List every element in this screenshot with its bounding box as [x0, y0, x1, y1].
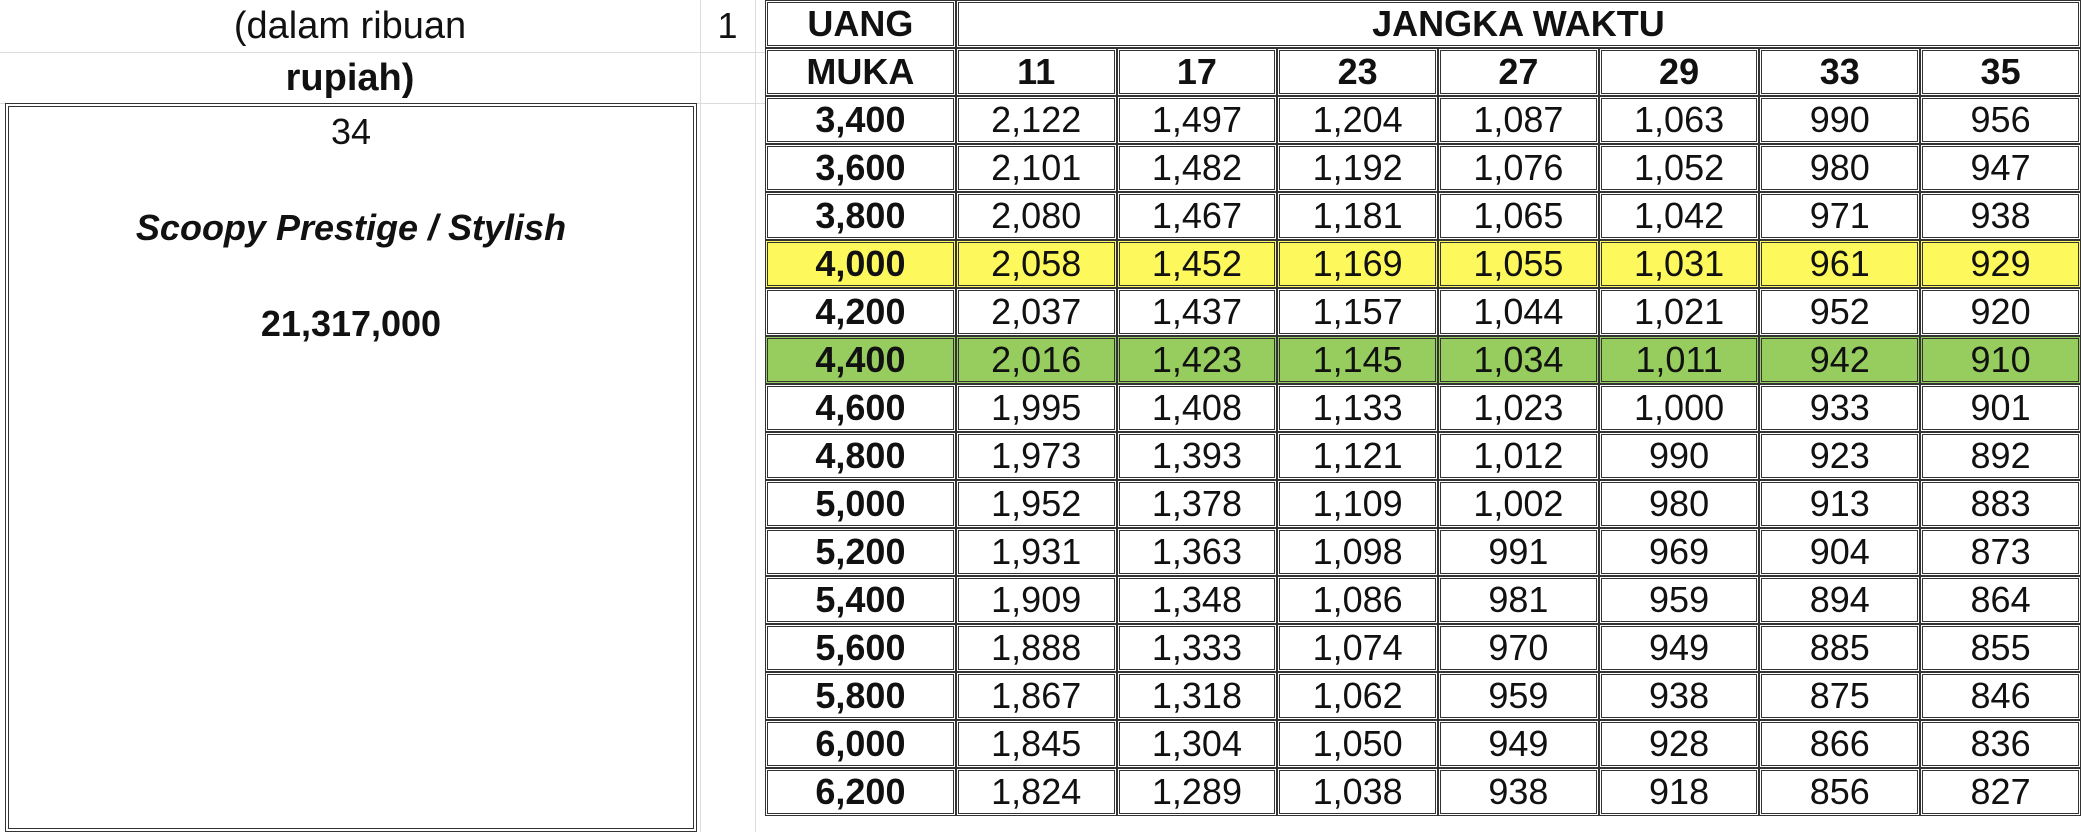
installment-cell[interactable]: 923 [1759, 432, 1920, 480]
term-column-header[interactable]: 35 [1920, 48, 2081, 96]
installment-cell[interactable]: 1,086 [1277, 576, 1438, 624]
table-row [765, 240, 2081, 288]
installment-cell[interactable]: 990 [1599, 432, 1760, 480]
installment-cell[interactable]: 1,021 [1599, 288, 1760, 336]
installment-cell[interactable]: 1,378 [1117, 480, 1278, 528]
installment-cell[interactable]: 1,098 [1277, 528, 1438, 576]
installment-cell[interactable]: 1,031 [1599, 240, 1760, 288]
installment-cell[interactable]: 1,845 [956, 720, 1117, 768]
installment-cell[interactable]: 1,050 [1277, 720, 1438, 768]
table-row [765, 528, 2081, 576]
down-payment-cell[interactable]: 6,200 [765, 768, 956, 816]
table-row [765, 288, 2081, 336]
installment-cell[interactable]: 1,169 [1277, 240, 1438, 288]
table-row [765, 576, 2081, 624]
installment-cell[interactable]: 1,192 [1277, 144, 1438, 192]
down-payment-cell[interactable]: 4,400 [765, 336, 956, 384]
installment-cell[interactable]: 1,034 [1438, 336, 1599, 384]
row-number-cell[interactable]: 1 [717, 5, 738, 46]
installment-cell[interactable]: 928 [1599, 720, 1760, 768]
down-payment-cell[interactable]: 5,000 [765, 480, 956, 528]
installment-cell[interactable]: 856 [1759, 768, 1920, 816]
installment-cell[interactable]: 1,423 [1117, 336, 1278, 384]
installment-cell[interactable]: 846 [1920, 672, 2081, 720]
installment-cell[interactable]: 991 [1438, 528, 1599, 576]
installment-cell[interactable]: 971 [1759, 192, 1920, 240]
installment-cell[interactable]: 1,052 [1599, 144, 1760, 192]
installment-cell[interactable]: 827 [1920, 768, 2081, 816]
installment-cell[interactable]: 1,076 [1438, 144, 1599, 192]
down-payment-cell[interactable]: 4,000 [765, 240, 956, 288]
installment-cell[interactable]: 1,038 [1277, 768, 1438, 816]
installment-cell[interactable]: 1,133 [1277, 384, 1438, 432]
installment-table [765, 0, 2081, 816]
down-payment-cell[interactable]: 3,600 [765, 144, 956, 192]
term-header[interactable]: JANGKA WAKTU [956, 0, 2081, 48]
installment-cell[interactable]: 938 [1599, 672, 1760, 720]
installment-cell[interactable]: 961 [1759, 240, 1920, 288]
grid-line [700, 0, 701, 832]
unit-label-line2[interactable]: rupiah) [285, 56, 415, 99]
installment-cell[interactable]: 1,055 [1438, 240, 1599, 288]
installment-cell[interactable]: 933 [1759, 384, 1920, 432]
installment-cell[interactable]: 947 [1920, 144, 2081, 192]
installment-cell[interactable]: 1,497 [1117, 96, 1278, 144]
installment-cell[interactable]: 1,109 [1277, 480, 1438, 528]
product-name[interactable]: Scoopy Prestige / Stylish [135, 207, 567, 248]
installment-table-wrap [765, 0, 2081, 832]
installment-cell[interactable]: 990 [1759, 96, 1920, 144]
installment-cell[interactable]: 918 [1599, 768, 1760, 816]
table-row [765, 144, 2081, 192]
installment-cell[interactable]: 1,452 [1117, 240, 1278, 288]
installment-cell[interactable]: 980 [1759, 144, 1920, 192]
down-payment-cell[interactable]: 5,200 [765, 528, 956, 576]
table-row [765, 672, 2081, 720]
installment-cell[interactable]: 2,122 [956, 96, 1117, 144]
installment-cell[interactable]: 2,058 [956, 240, 1117, 288]
installment-cell[interactable]: 969 [1599, 528, 1760, 576]
installment-cell[interactable]: 901 [1920, 384, 2081, 432]
installment-cell[interactable]: 1,002 [1438, 480, 1599, 528]
table-row [765, 720, 2081, 768]
installment-cell[interactable]: 1,145 [1277, 336, 1438, 384]
installment-cell[interactable]: 1,824 [956, 768, 1117, 816]
product-count[interactable]: 34 [330, 111, 372, 152]
installment-cell[interactable]: 1,318 [1117, 672, 1278, 720]
installment-cell[interactable]: 1,931 [956, 528, 1117, 576]
term-column-header[interactable]: 17 [1117, 48, 1278, 96]
installment-cell[interactable]: 959 [1438, 672, 1599, 720]
table-row [765, 624, 2081, 672]
installment-cell[interactable]: 864 [1920, 576, 2081, 624]
down-payment-cell[interactable]: 5,800 [765, 672, 956, 720]
installment-cell[interactable]: 836 [1920, 720, 2081, 768]
table-row [765, 384, 2081, 432]
installment-cell[interactable]: 1,157 [1277, 288, 1438, 336]
installment-cell[interactable]: 894 [1759, 576, 1920, 624]
table-row [765, 192, 2081, 240]
header-row-2 [765, 48, 2081, 96]
installment-cell[interactable]: 2,080 [956, 192, 1117, 240]
term-column-header[interactable]: 29 [1599, 48, 1760, 96]
installment-cell[interactable]: 904 [1759, 528, 1920, 576]
installment-cell[interactable]: 1,333 [1117, 624, 1278, 672]
installment-cell[interactable]: 942 [1759, 336, 1920, 384]
installment-cell[interactable]: 1,121 [1277, 432, 1438, 480]
installment-cell[interactable]: 981 [1438, 576, 1599, 624]
down-payment-cell[interactable]: 5,600 [765, 624, 956, 672]
installment-cell[interactable]: 1,467 [1117, 192, 1278, 240]
installment-cell[interactable]: 1,011 [1599, 336, 1760, 384]
table-body [765, 96, 2081, 816]
installment-cell[interactable]: 929 [1920, 240, 2081, 288]
down-payment-cell[interactable]: 4,200 [765, 288, 956, 336]
installment-cell[interactable]: 913 [1759, 480, 1920, 528]
installment-cell[interactable]: 883 [1920, 480, 2081, 528]
installment-cell[interactable]: 952 [1759, 288, 1920, 336]
installment-cell[interactable]: 1,909 [956, 576, 1117, 624]
installment-cell[interactable]: 1,012 [1438, 432, 1599, 480]
installment-cell[interactable]: 866 [1759, 720, 1920, 768]
installment-cell[interactable]: 875 [1759, 672, 1920, 720]
installment-cell[interactable]: 1,289 [1117, 768, 1278, 816]
installment-cell[interactable]: 2,101 [956, 144, 1117, 192]
term-column-header[interactable]: 27 [1438, 48, 1599, 96]
installment-cell[interactable]: 1,348 [1117, 576, 1278, 624]
installment-cell[interactable]: 1,973 [956, 432, 1117, 480]
installment-cell[interactable]: 1,023 [1438, 384, 1599, 432]
down-payment-header-line2[interactable]: MUKA [765, 48, 956, 96]
installment-cell[interactable]: 885 [1759, 624, 1920, 672]
installment-cell[interactable]: 2,037 [956, 288, 1117, 336]
down-payment-cell[interactable]: 4,800 [765, 432, 956, 480]
installment-cell[interactable]: 1,393 [1117, 432, 1278, 480]
installment-cell[interactable]: 1,181 [1277, 192, 1438, 240]
installment-cell[interactable]: 2,016 [956, 336, 1117, 384]
installment-cell[interactable]: 1,074 [1277, 624, 1438, 672]
installment-cell[interactable]: 1,063 [1599, 96, 1760, 144]
table-row [765, 432, 2081, 480]
installment-cell[interactable]: 956 [1920, 96, 2081, 144]
header-row-1 [765, 0, 2081, 48]
installment-cell[interactable]: 892 [1920, 432, 2081, 480]
installment-cell[interactable]: 1,995 [956, 384, 1117, 432]
term-column-header[interactable]: 33 [1759, 48, 1920, 96]
table-row [765, 480, 2081, 528]
down-payment-cell[interactable]: 3,800 [765, 192, 956, 240]
installment-cell[interactable]: 938 [1920, 192, 2081, 240]
down-payment-cell[interactable]: 5,400 [765, 576, 956, 624]
down-payment-cell[interactable]: 3,400 [765, 96, 956, 144]
installment-cell[interactable]: 1,304 [1117, 720, 1278, 768]
installment-cell[interactable]: 949 [1599, 624, 1760, 672]
installment-cell[interactable]: 1,408 [1117, 384, 1278, 432]
term-column-header[interactable]: 11 [956, 48, 1117, 96]
down-payment-cell[interactable]: 6,000 [765, 720, 956, 768]
installment-cell[interactable]: 910 [1920, 336, 2081, 384]
table-row [765, 336, 2081, 384]
product-info-box[interactable] [5, 103, 697, 832]
installment-cell[interactable]: 1,437 [1117, 288, 1278, 336]
installment-cell[interactable]: 1,888 [956, 624, 1117, 672]
installment-cell[interactable]: 920 [1920, 288, 2081, 336]
table-row [765, 768, 2081, 816]
installment-cell[interactable]: 1,204 [1277, 96, 1438, 144]
installment-cell[interactable]: 1,000 [1599, 384, 1760, 432]
product-price[interactable]: 21,317,000 [260, 303, 442, 344]
installment-cell[interactable]: 949 [1438, 720, 1599, 768]
installment-cell[interactable]: 1,065 [1438, 192, 1599, 240]
installment-cell[interactable]: 855 [1920, 624, 2081, 672]
table-row [765, 96, 2081, 144]
installment-cell[interactable]: 1,042 [1599, 192, 1760, 240]
installment-cell[interactable]: 1,867 [956, 672, 1117, 720]
grid-line [755, 0, 756, 832]
installment-cell[interactable]: 1,044 [1438, 288, 1599, 336]
installment-cell[interactable]: 1,482 [1117, 144, 1278, 192]
installment-cell[interactable]: 1,363 [1117, 528, 1278, 576]
term-column-header[interactable]: 23 [1277, 48, 1438, 96]
unit-label-line1[interactable]: (dalam ribuan [233, 4, 467, 47]
installment-cell[interactable]: 1,062 [1277, 672, 1438, 720]
installment-cell[interactable]: 970 [1438, 624, 1599, 672]
down-payment-header[interactable]: UANG [765, 0, 956, 48]
installment-cell[interactable]: 873 [1920, 528, 2081, 576]
installment-cell[interactable]: 938 [1438, 768, 1599, 816]
installment-cell[interactable]: 1,952 [956, 480, 1117, 528]
down-payment-cell[interactable]: 4,600 [765, 384, 956, 432]
installment-cell[interactable]: 959 [1599, 576, 1760, 624]
installment-cell[interactable]: 980 [1599, 480, 1760, 528]
installment-cell[interactable]: 1,087 [1438, 96, 1599, 144]
